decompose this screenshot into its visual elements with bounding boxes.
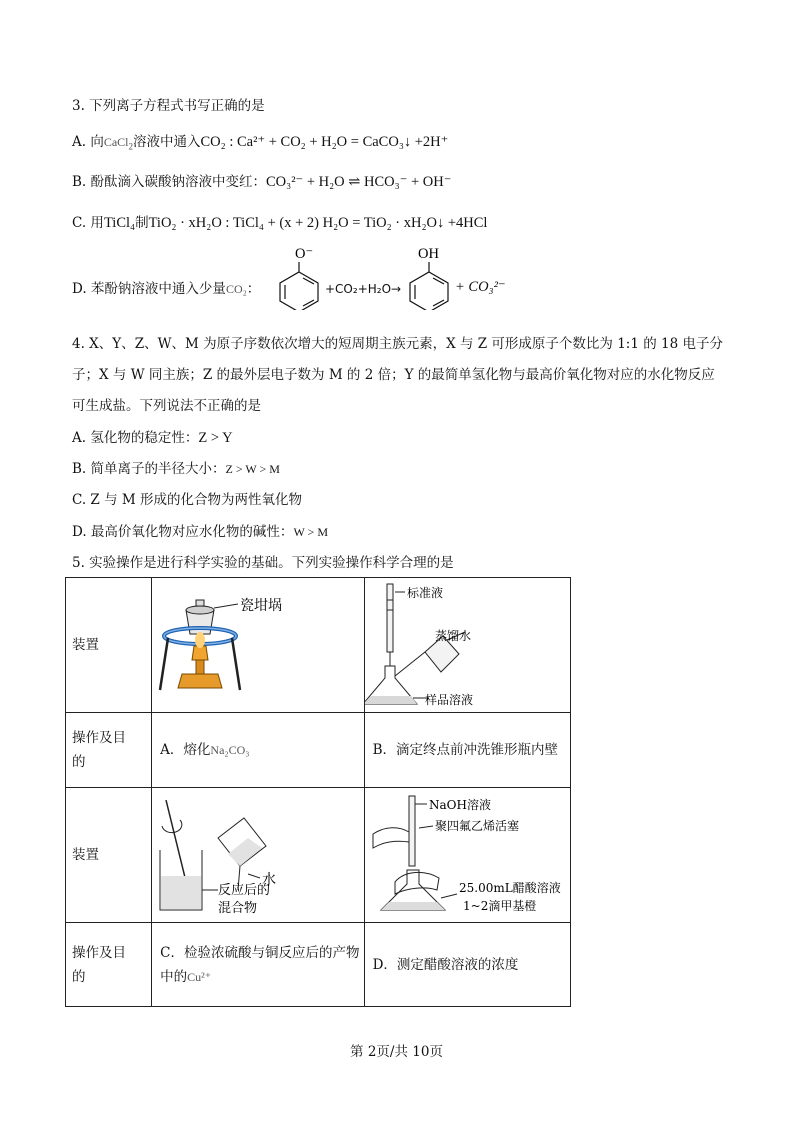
q3-c-equation: TiO₂ · xH₂O : TiCl₄ + (x + 2) H₂O = TiO₂ · xH₂O↓ +4HCl [148,215,488,231]
q4-b-relation: Z > W > M [225,462,280,476]
q3-stem: 3. 下列离子方程式书写正确的是 [72,98,265,114]
q4-option-b [72,459,280,479]
phenol-structure [400,246,458,310]
q3-a-prefix: A. 向 [72,134,104,150]
q3-option-c [72,213,487,233]
row-label-op-2-line1: 操作及目 [72,944,126,961]
q3-option-d [72,279,260,299]
option-a [152,713,364,788]
label-standard-solution: 标准液 [406,586,443,600]
label-water: 水 [262,872,277,888]
q3-option-a [72,132,448,152]
q3-option-b [72,172,451,192]
row-label-device-1: 装置 [66,578,152,713]
q4-stem-line3: 可生成盐。下列说法不正确的是 [72,398,261,414]
crucible-heating-figure [152,580,352,710]
q3-d-product-extra: + CO₃²⁻ [455,279,506,295]
q3-d-reactant-extra: +CO₂+H₂O→ [325,282,402,296]
pour-mixture-figure [152,790,352,920]
q3-d-prefix: D. 苯酚钠溶液中通入少量 [72,281,226,297]
q4-stem-line2: 子；X 与 W 同主族；Z 的最外层电子数为 M 的 2 倍；Y 的最简单氢化物与最高价氧化物对应的水化物反应 [72,367,715,383]
label-distilled-water: 蒸馏水 [434,629,471,643]
row-label-op-1 [66,713,152,788]
q3-a-mid: 溶液中通入 [133,134,201,150]
apparatus-a [152,578,364,713]
q4-a-relation: Z > Y [198,430,233,446]
apparatus-b [364,578,570,713]
q4-d-relation: W > M [293,525,328,539]
phenoxide-o-label: O⁻ [295,246,314,262]
apparatus-c [152,788,364,923]
row-label-op-1-line1: 操作及目 [72,730,126,746]
option-d: D．测定醋酸溶液的浓度 [364,923,570,1007]
apparatus-d [364,788,570,923]
option-c-line2: 中的Cu²⁺ [160,968,212,985]
q4-stem-line1: 4. X、Y、Z、W、M 为原子序数依次增大的短周期主族元素，X 与 Z 可形成原子个数比为 1:1 的 18 电子分 [72,336,723,352]
label-acetic-acid: 25.00mL醋酸溶液 [458,881,561,895]
q4-option-d [72,522,328,542]
label-sample-solution: 样品溶液 [424,693,473,707]
q4-d-text: D. 最高价氧化物对应水化物的碱性： [72,524,294,540]
q5-table [65,577,571,1007]
row-label-op-2 [66,923,152,1007]
q3-c-prefix: C. 用 [72,215,104,231]
label-ptfe-stopcock: 聚四氟乙烯活塞 [434,819,519,833]
q3-c-mid: 制 [135,215,149,231]
row-label-op-2-line2: 的 [72,968,86,985]
q3-b-prefix: B. 酚酞滴入碳酸钠溶液中变红： [72,174,267,190]
q3-b-equation: CO₃²⁻ + H₂O ⇌ HCO₃⁻ + OH⁻ [266,174,452,190]
q3-d-gas: CO₂ [225,282,247,296]
q3-a-equation: CO₂ : Ca²⁺ + CO₂ + H₂O = CaCO₃↓ +2H⁺ [200,134,449,150]
page-footer: 第 2页/共 10页 [350,1044,443,1060]
q3-c-reagent: TiCl₄ [103,215,136,231]
option-c [152,923,364,1007]
q4-option-c: C. Z 与 M 形成的化合物为两性氧化物 [72,492,303,508]
row-label-op-1-line2: 的 [72,754,86,770]
phenoxide-structure [270,246,328,310]
row-label-device-2: 装置 [66,788,152,923]
label-methyl-orange: 1~2滴甲基橙 [462,899,536,913]
label-naoh: NaOH溶液 [428,798,491,812]
phenol-oh-label: OH [418,246,439,262]
q4-a-text: A. 氢化物的稳定性： [72,430,199,446]
q4-option-a [72,428,233,448]
acid-titration-figure [365,790,565,920]
option-b: B．滴定终点前冲洗锥形瓶内壁 [364,713,570,788]
label-mixture: 混合物 [218,901,258,916]
label-crucible: 瓷坩埚 [240,598,283,614]
option-a-formula: Na₂CO₃ [210,743,250,757]
label-reacted: 反应后的 [218,883,271,898]
option-c-line1: C．检验浓硫酸与铜反应后的产物 [160,944,360,961]
q3-d-colon: ： [246,281,261,297]
titration-wash-figure [365,580,565,710]
q5-stem: 5. 实验操作是进行科学实验的基础。下列实验操作科学合理的是 [72,555,454,571]
option-c-ion: Cu²⁺ [187,969,212,984]
q3-a-cacl2: CaCl$_2$ [103,135,134,152]
option-a-label: A．熔化 [160,742,211,758]
q4-b-text: B. 简单离子的半径大小： [72,461,226,477]
